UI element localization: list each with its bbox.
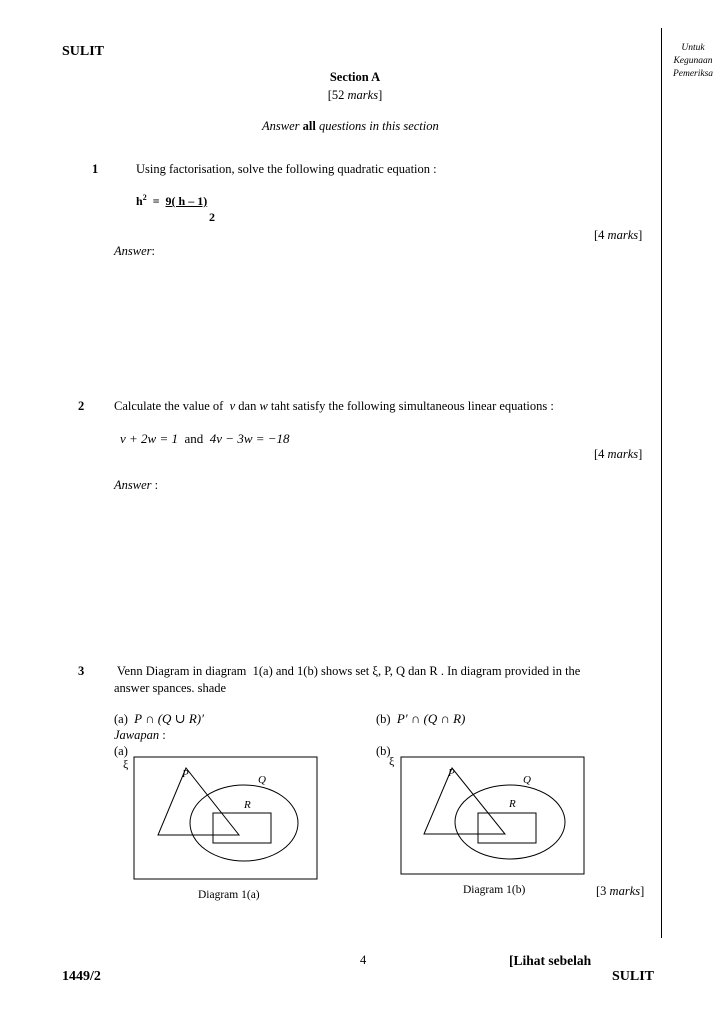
q2-number: 2 [78,399,85,413]
section-marks: [52 marks] [327,88,383,102]
section-title: Section A [329,70,381,84]
set-r-label: R [244,799,251,811]
set-r-rectangle [478,813,536,843]
q1-marks: [4 marks] [594,228,643,242]
set-q-label: Q [523,774,531,786]
header-sulit: SULIT [62,44,105,59]
footer-paper-code: 1449/2 [62,969,101,984]
q3-part-b: (b) P′ ∩ (Q ∩ R) [376,711,466,726]
q1-equation: $h^2 = 9$( h – 1) [136,193,208,208]
set-p-triangle [158,768,239,835]
q3-diagram-a-label: (a) [114,744,128,758]
q3-text-line1: Venn Diagram in diagram 1(a) and 1(b) shows set ξ, P, Q dan R . In diagram provided in the [114,664,581,678]
q1-text: Using factorisation, solve the following quadratic equation : [136,162,437,176]
q3-part-a: (a) P ∩ (Q ∪ R)′ [114,711,204,726]
q3-text-line2: answer spances. shade [114,681,227,695]
set-q-ellipse [455,785,565,859]
q1-answer-label: Answer: [114,244,155,258]
caption-diagram-b: Diagram 1(b) [463,884,526,896]
universal-set-box [401,757,584,874]
q2-marks: [4 marks] [594,447,643,461]
margin-note-line: Pemeriksa [672,69,714,79]
set-q-ellipse [190,785,298,861]
xi-label: ξ [389,754,395,768]
q2-text: Calculate the value of v dan w taht satisfy the following simultaneous linear equations : [114,399,554,413]
q3-marks: [3 marks] [596,884,645,898]
footer-sulit: SULIT [612,969,655,984]
section-instruction: Answer all questions in this section [262,119,439,133]
margin-note-line: Untuk [681,43,705,53]
q2-answer-label: Answer : [114,478,159,492]
venn-diagram-a [123,757,317,879]
q2-equations: v + 2w = 1 and 4v − 3w = −18 [120,431,290,446]
footer-lihat-sebelah: [Lihat sebelah [509,953,592,968]
page-number: 4 [360,953,367,967]
set-p-label: P [182,768,189,780]
q3-number: 3 [78,664,85,678]
venn-diagram-b [389,754,584,874]
set-r-rectangle [213,813,271,843]
set-r-label: R [509,798,516,810]
margin-note-line: Kegunaan [673,56,713,66]
set-p-label: P [448,767,455,779]
q3-jawapan: Jawapan : [114,728,166,742]
set-q-label: Q [258,774,266,786]
q3-diagram-b-label: (b) [376,744,391,758]
xi-label: ξ [123,757,129,771]
q1-number: 1 [92,162,99,176]
q1-denominator: 2 [209,210,215,224]
caption-diagram-a: Diagram 1(a) [198,889,260,901]
